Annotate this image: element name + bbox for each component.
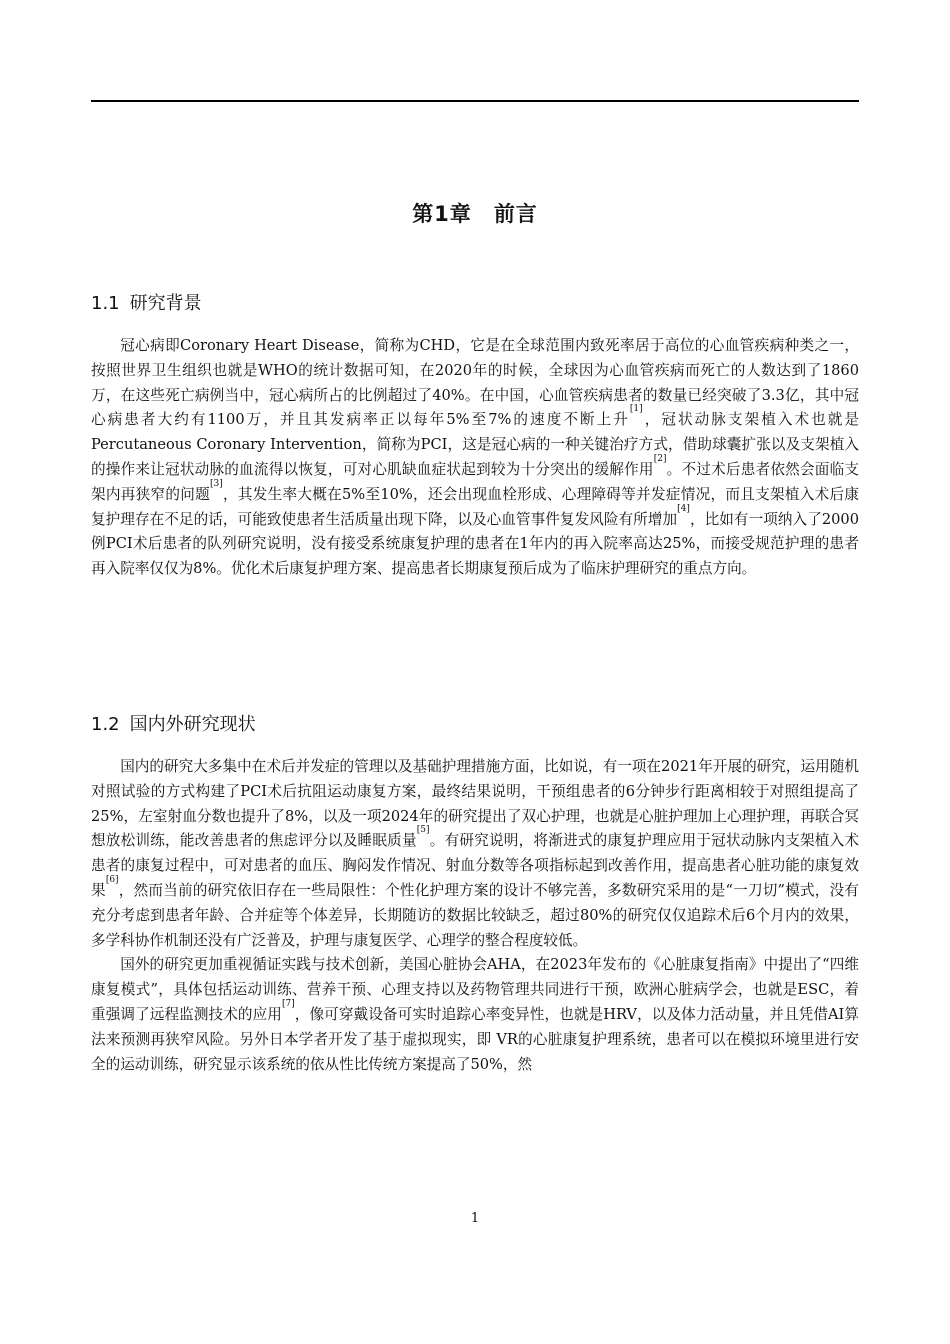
page-number: 1: [470, 1211, 480, 1226]
chapter-name: 前言: [493, 202, 538, 226]
citation-ref: [5]: [416, 825, 430, 836]
text-run: 国内的研究大多集中在术后并发症的管理以及基础护理措施方面，比如说，有一项在2021年开展的研究，运用随机对照试验的方式构建了PCI术后抗阻运动康复方案，最终结果说明，干预组患者的6分钟步行距离相较于对照组提高了25%，左室射血分数也提升了8%，以及一项2024年的研究提出了双心护理，也就是心脏护理加上心理护理，再联合冥想放松训练，能改善患者的焦虑评分以及睡眠质量: [91, 758, 859, 850]
text-run: ，比如有一项纳入了2000例PCI术后患者的队列研究说明，没有接受系统康复护理的患者在1年内的再入院率高达25%，而接受规范护理的患者再入院率仅仅为8%。优化术后康复护理方案、提高患者长期康复预后成为了临床护理研究的重点方向。: [91, 510, 859, 578]
chapter-title: [0, 198, 950, 228]
section-heading-1-1: [91, 289, 202, 315]
text-run: 。有研究说明，将渐进式的康复护理应用于冠状动脉内支架植入术患者的康复过程中，可对患者的血压、胸闷发作情况、射血分数等各项指标起到改善作用，提高患者心脏功能的康复效果: [91, 832, 859, 899]
text-run: 国外的研究更加重视循证实践与技术创新，美国心脏协会AHA，在2023年发布的《心脏康复指南》中提出了“四维康复模式”，具体包括运动训练、营养干预、心理支持以及药物管理共同进行干预，欧洲心脏病学会，也就是ESC，着重强调了远程监测技术的应用: [91, 956, 859, 1023]
chapter-number: 第1章: [412, 202, 472, 226]
paragraph: [91, 953, 859, 1077]
citation-ref: [3]: [210, 478, 223, 489]
text-run: ，像可穿戴设备可实时追踪心率变异性，也就是HRV，以及体力活动量，并且凭借AI算法来预测再狭窄风险。另外日本学者开发了基于虚拟现实，即 VR的心脏康复护理系统，患者可以在模拟环境里进行安全的运动训练，研究显示该系统的依从性比传统方案提高了50%，然: [91, 1005, 859, 1073]
paragraph: [91, 334, 859, 582]
header-rule: [91, 100, 859, 102]
text-run: ，冠状动脉支架植入术也就是Percutaneous Coronary Intervention，简称为PCI，这是冠心病的一种关键治疗方式，借助球囊扩张以及支架植入的操作来让冠状动脉的血流得以恢复，可对心肌缺血症状起到较为十分突出的缓解作用: [91, 411, 859, 478]
section-title-text: 研究背景: [129, 293, 202, 314]
section-number: 1.2: [91, 714, 120, 735]
citation-ref: [4]: [677, 503, 690, 514]
paragraph: [91, 755, 859, 953]
citation-ref: [7]: [281, 998, 295, 1009]
text-run: 冠心病即Coronary Heart Disease，简称为CHD，它是在全球范围内致死率居于高位的心血管疾病种类之一，按照世界卫生组织也就是WHO的统计数据可知，在2020年的时候，全球因为心血管疾病而死亡的人数达到了1860万，在这些死亡病例当中，冠心病所占的比例超过了40%。在中国，心血管疾病患者的数量已经突破了3.3亿，其中冠心病患者大约有1100万，并且其发病率正以每年5%至7%的速度不断上升: [91, 337, 859, 429]
section-number: 1.1: [91, 293, 120, 314]
citation-ref: [6]: [105, 874, 119, 885]
citation-ref: [2]: [653, 453, 667, 464]
section-heading-1-2: [91, 710, 256, 736]
text-run: ，其发生率大概在5%至10%，还会出现血栓形成、心理障碍等并发症情况，而且支架植入术后康复护理存在不足的话，可能致使患者生活质量出现下降，以及心血管事件复发风险有所增加: [91, 485, 859, 528]
section-1-2-body: [91, 755, 859, 1077]
section-1-1-body: [91, 334, 859, 582]
citation-ref: [1]: [629, 404, 643, 415]
section-title-text: 国内外研究现状: [129, 714, 256, 735]
text-run: 。不过术后患者依然会面临支架内再狭窄的问题: [91, 460, 859, 503]
text-run: ，然而当前的研究依旧存在一些局限性：个性化护理方案的设计不够完善，多数研究采用的是“一刀切”模式，没有充分考虑到患者年龄、合并症等个体差异，长期随访的数据比较缺乏，超过80%的研究仅仅追踪术后6个月内的效果，多学科协作机制还没有广泛普及，护理与康复医学、心理学的整合程度较低。: [91, 881, 859, 949]
